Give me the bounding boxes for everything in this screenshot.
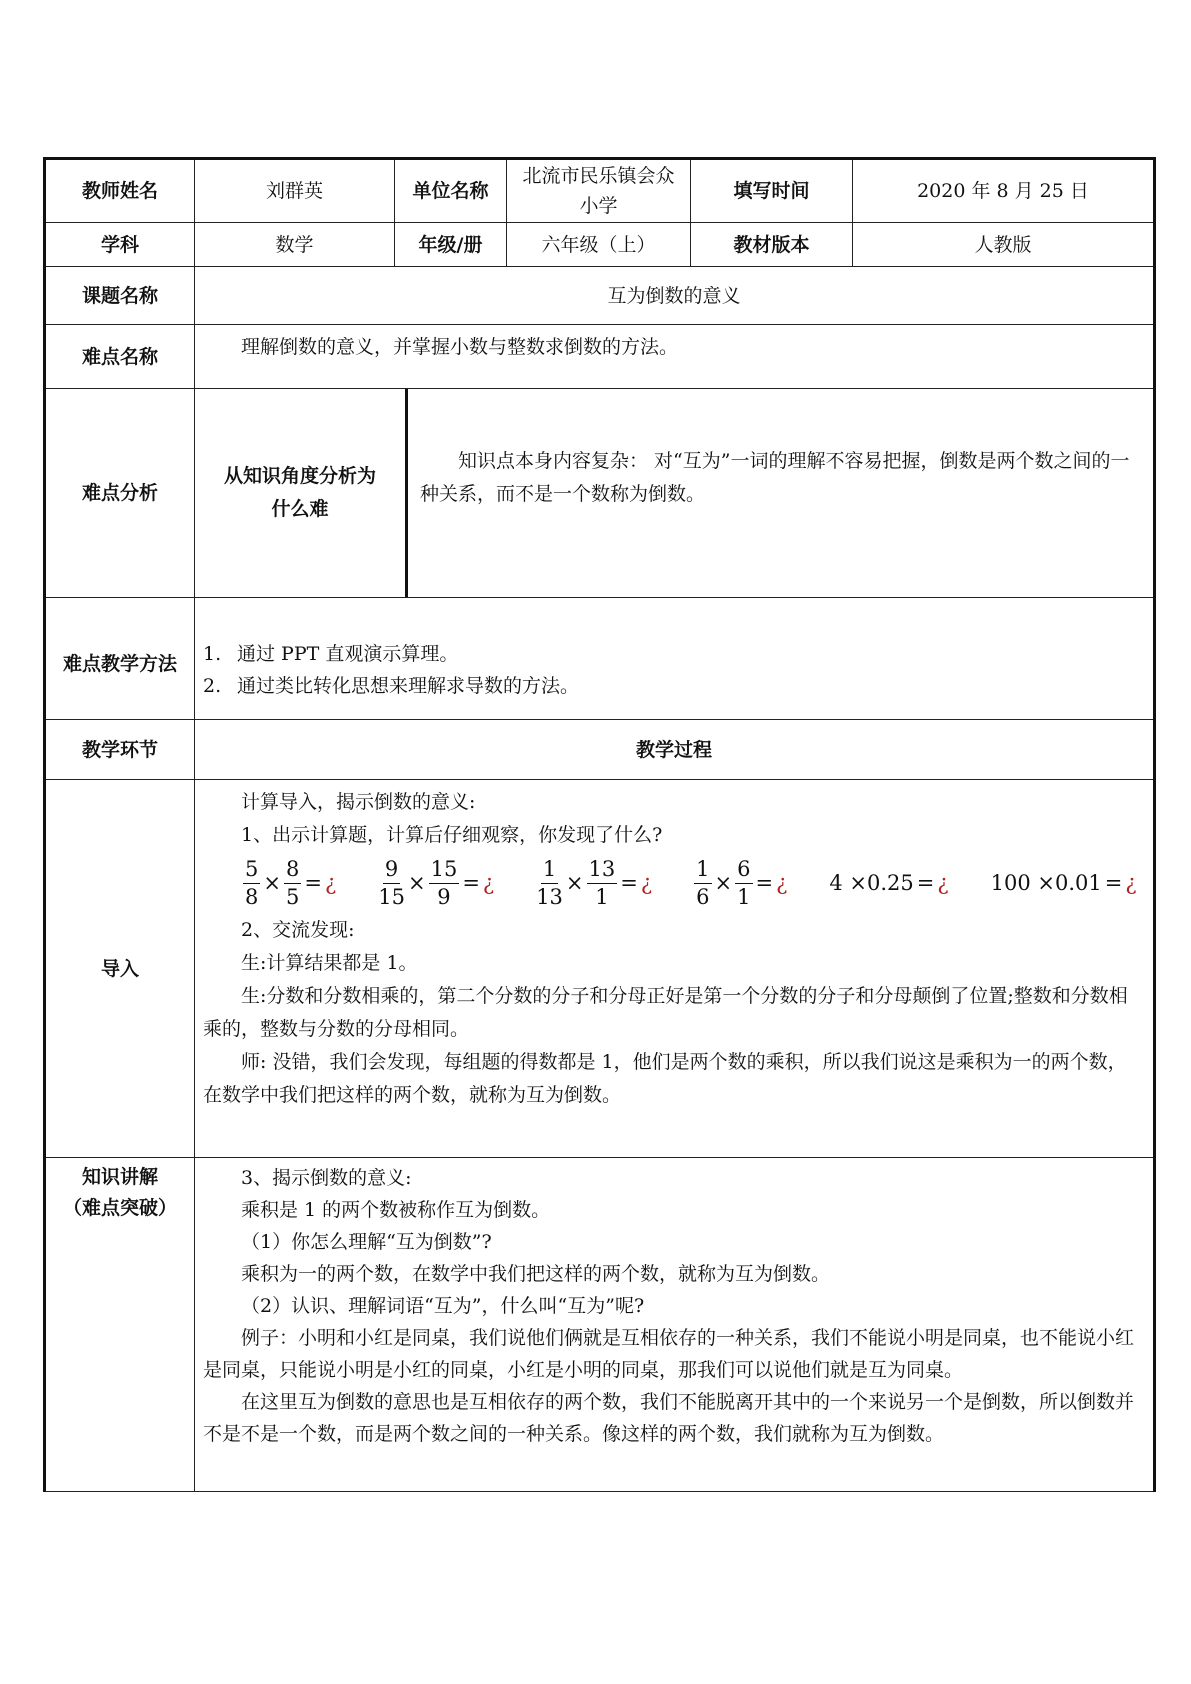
method-label: 难点教学方法 xyxy=(45,598,195,720)
knowledge-line6: 例子：小明和小红是同桌，我们说他们俩就是互相依存的一种关系，我们不能说小明是同桌，也不能说小红是同桌，只能说小明是小红的同桌，小红是小明的同桌，那我们可以说他们就是互为同桌。 xyxy=(203,1327,1135,1381)
analysis-sub-label xyxy=(195,389,408,597)
edition-label: 教材版本 xyxy=(691,223,853,267)
process-section-label: 教学环节 xyxy=(45,720,195,780)
knowledge-line3: （1）你怎么理解“互为倒数”? xyxy=(241,1231,492,1253)
knowledge-line2: 乘积是 1 的两个数被称作互为倒数。 xyxy=(241,1199,551,1221)
analysis-sub-label-line2: 什么难 xyxy=(271,498,329,520)
intro-label: 导入 xyxy=(45,780,195,1158)
knowledge-line4: 乘积为一的两个数，在数学中我们把这样的两个数，就称为互为倒数。 xyxy=(241,1263,831,1285)
process-title: 教学过程 xyxy=(195,720,1155,780)
knowledge-line1: 3、揭示倒数的意义: xyxy=(241,1167,412,1189)
process-header-row xyxy=(45,720,1155,780)
formula-6: 100 ×0.01 = ¿ xyxy=(990,870,1137,895)
method-row xyxy=(45,598,1155,720)
edition-value: 人教版 xyxy=(853,223,1155,267)
grade-label: 年级/册 xyxy=(395,223,507,267)
formula-2: $\frac{9}{15}$ × $\frac{15}{9}$ = ¿ xyxy=(378,856,495,909)
teacher-value: 刘群英 xyxy=(195,159,395,223)
method-item: 1. 通过 PPT 直观演示算理。 xyxy=(203,643,459,665)
knowledge-label-line2: （难点突破） xyxy=(62,1197,177,1219)
analysis-inner xyxy=(195,389,1153,597)
difficulty-label: 难点名称 xyxy=(45,325,195,389)
formula-3: $\frac{1}{13}$ × $\frac{13}{1}$ = ¿ xyxy=(536,856,653,909)
formula-5: 4 ×0.25 = ¿ xyxy=(829,870,949,895)
formula-1: $\frac{5}{8}$ × $\frac{8}{5}$ = ¿ xyxy=(245,856,337,909)
subject-value: 数学 xyxy=(195,223,395,267)
analysis-text: 知识点本身内容复杂： 对“互为”一词的理解不容易把握，倒数是两个数之间的一种关系，而不是一个数称为倒数。 xyxy=(420,450,1130,505)
unit-value-line1: 北流市民乐镇会众 xyxy=(522,165,675,187)
intro-row xyxy=(45,780,1155,1158)
formula-4: $\frac{1}{6}$ × $\frac{6}{1}$ = ¿ xyxy=(696,856,788,909)
difficulty-row xyxy=(45,325,1155,389)
date-label: 填写时间 xyxy=(691,159,853,223)
analysis-label: 难点分析 xyxy=(45,389,195,598)
knowledge-label-line1: 知识讲解 xyxy=(81,1166,158,1188)
unit-value-line2: 小学 xyxy=(579,195,618,217)
knowledge-label xyxy=(45,1158,195,1492)
analysis-sub-label-line1: 从知识角度分析为 xyxy=(223,465,376,487)
intro-line6: 师: 没错，我们会发现，每组题的得数都是 1，他们是两个数的乘积，所以我们说这是乘积为一的两个数，在数学中我们把这样的两个数，就称为互为倒数。 xyxy=(203,1051,1127,1106)
grade-value: 六年级（上） xyxy=(507,223,691,267)
unit-label: 单位名称 xyxy=(395,159,507,223)
intro-line3: 2、交流发现: xyxy=(241,919,355,941)
topic-value: 互为倒数的意义 xyxy=(195,267,1155,325)
header-row-2 xyxy=(45,223,1155,267)
intro-line4: 生:计算结果都是 1。 xyxy=(241,952,418,974)
intro-line1: 计算导入，揭示倒数的意义: xyxy=(241,791,476,813)
difficulty-value: 理解倒数的意义，并掌握小数与整数求倒数的方法。 xyxy=(241,336,679,358)
knowledge-line7: 在这里互为倒数的意思也是互相依存的两个数，我们不能脱离开其中的一个来说另一个是倒数，所以倒数并不是不是一个数，而是两个数之间的一种关系。像这样的两个数，我们就称为互为倒数。 xyxy=(203,1391,1135,1445)
knowledge-row xyxy=(45,1158,1155,1492)
lesson-plan-table xyxy=(43,157,1156,1492)
header-row-1 xyxy=(45,159,1155,223)
intro-line2: 1、出示计算题，计算后仔细观察，你发现了什么? xyxy=(241,824,663,846)
intro-line5: 生:分数和分数相乘的，第二个分数的分子和分母正好是第一个分数的分子和分母颠倒了位置;整数和分数相乘的，整数与分数的分母相同。 xyxy=(203,985,1128,1040)
teacher-label: 教师姓名 xyxy=(45,159,195,223)
method-item: 2. 通过类比转化思想来理解求导数的方法。 xyxy=(203,675,580,697)
analysis-row xyxy=(45,389,1155,598)
date-value: 2020 年 8 月 25 日 xyxy=(853,159,1155,223)
method-list xyxy=(203,598,1145,702)
subject-label: 学科 xyxy=(45,223,195,267)
lesson-plan-sheet xyxy=(43,157,1153,1492)
formula-row xyxy=(243,852,1145,914)
topic-label: 课题名称 xyxy=(45,267,195,325)
topic-row xyxy=(45,267,1155,325)
unit-value xyxy=(507,159,691,223)
knowledge-line5: （2）认识、理解词语“互为”，什么叫“互为”呢? xyxy=(241,1295,645,1317)
